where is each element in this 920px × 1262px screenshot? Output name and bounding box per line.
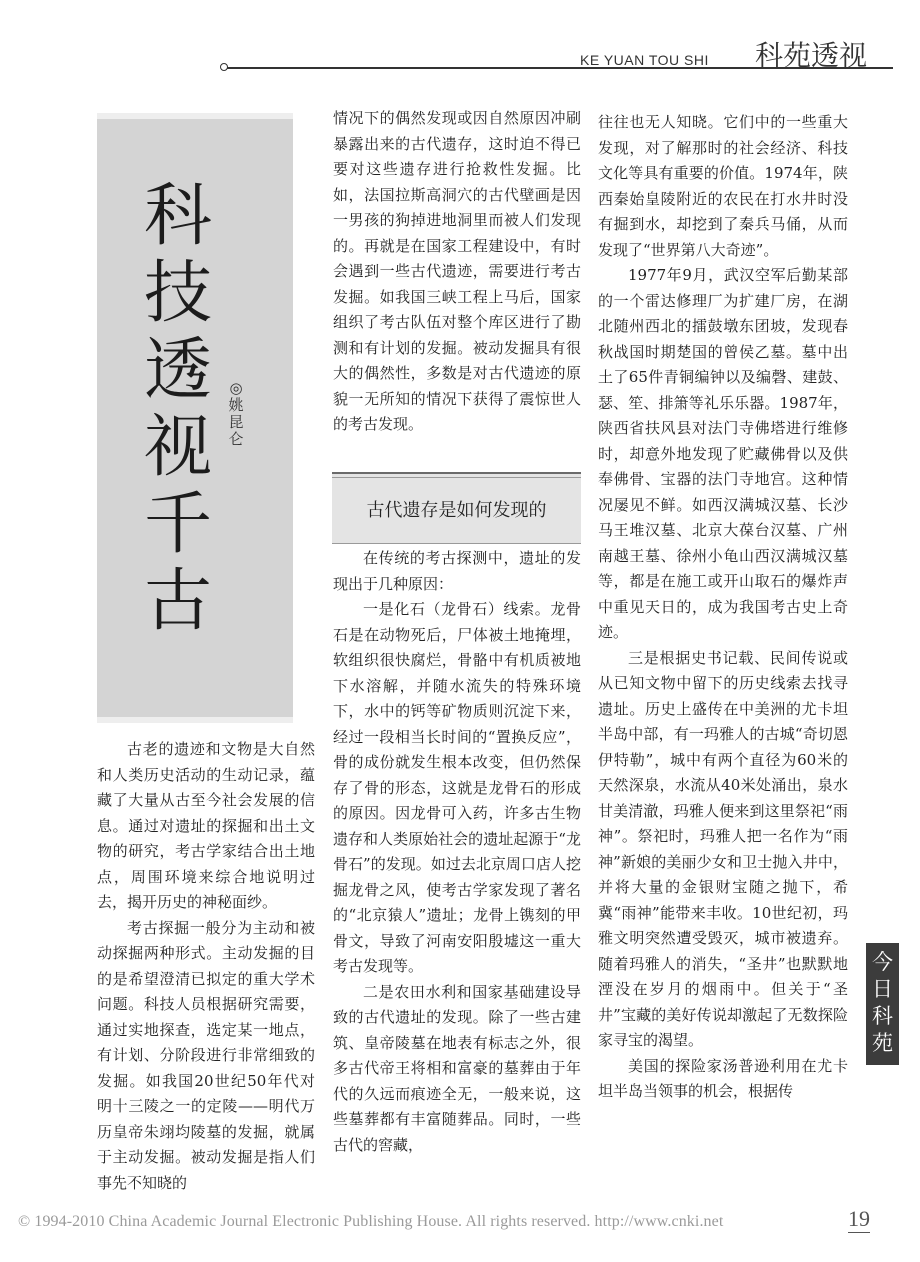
- side-section-tab: [866, 943, 899, 1065]
- copyright-footer: © 1994-2010 China Academic Journal Electronic Publishing House. All rights reserved. http://www.cnki.net: [18, 1213, 724, 1230]
- title-char: 视: [143, 408, 212, 487]
- author-char: ◎: [229, 379, 243, 397]
- side-tab-char: 日: [872, 977, 893, 1001]
- body-column-1: [97, 737, 315, 1196]
- subheading: 古代遗存是如何发现的: [366, 500, 547, 521]
- header-rule-dot: [220, 63, 228, 71]
- section-name-chinese: 科苑透视: [755, 39, 868, 72]
- paragraph: 考古探掘一般分为主动和被动探掘两种形式。主动发掘的目的是希望澄清已拟定的重大学术问题。科技人员根据研究需要，通过实地探查，选定某一地点，有计划、分阶段进行非常细致的发掘。如我国20世纪50年代对明十三陵之一的定陵——明代万历皇帝朱翊均陵墓的发掘，就属于主动发掘。被动发掘是指人们事先不知晓的: [97, 918, 315, 1192]
- title-char: 透: [143, 331, 212, 410]
- paragraph: 美国的探险家汤普逊利用在尤卡坦半岛当领事的机会，根据传: [598, 1056, 848, 1100]
- paragraph: 情况下的偶然发现或因自然原因冲刷暴露出来的古代遗存，这时迫不得已要对这些遗存进行抢救性发掘。比如，法国拉斯高洞穴的古代壁画是因一男孩的狗掉进地洞里而被人们发现的。再就是在国家工程建设中，有时会遇到一些古代遗迹，需要进行考古发掘。如我国三峡工程上马后，国家组织了考古队伍对整个库区进行了勘测和有计划的发掘。被动发掘具有很大的偶然性，多数是对古代遗迹的原貌一无所知的情况下获得了震惊世人的考古发现。: [333, 109, 581, 433]
- article-title: [138, 178, 218, 640]
- body-column-2-top: [333, 106, 581, 438]
- title-char: 科: [143, 177, 212, 256]
- paragraph: 在传统的考古探测中，遗址的发现出于几种原因：: [333, 549, 581, 593]
- side-tab-char: 科: [872, 1004, 893, 1028]
- paragraph: 往往也无人知晓。它们中的一些重大发现，对了解那时的社会经济、科技文化等具有重要的价值。1974年，陕西秦始皇陵附近的农民在打水井时没有掘到水，却挖到了秦兵马俑，从而发现了“世界第八大奇迹”。: [598, 113, 848, 259]
- subheading-box: [332, 472, 581, 544]
- body-column-3: [598, 110, 848, 1105]
- author-char: 姚: [228, 396, 244, 414]
- side-tab-char: 苑: [872, 1031, 893, 1055]
- paragraph: 二是农田水利和国家基础建设导致的古代遗址的发现。除了一些古建筑、皇帝陵墓在地表有标志之外，很多古代帝王将相和富豪的墓葬由于年代的久远而痕迹全无，一般来说，这些墓葬都有丰富随葬品。同时，一些古代的窖藏，: [333, 982, 581, 1154]
- paragraph: 古老的遗迹和文物是大自然和人类历史活动的生动记录，蕴藏了大量从古至今社会发展的信息。通过对遗址的探掘和出土文物的研究，考古学家结合出土地点，周围环境来综合地说明过去，揭开历史的神秘面纱。: [97, 740, 315, 911]
- title-char: 技: [143, 254, 212, 333]
- page-number: 19: [848, 1206, 870, 1231]
- body-column-2-bottom: [333, 546, 581, 1158]
- section-name-english: KE YUAN TOU SHI: [580, 52, 709, 68]
- title-char: 古: [143, 562, 212, 641]
- title-char: 千: [143, 485, 212, 564]
- paragraph: 1977年9月，武汉空军后勤某部的一个雷达修理厂为扩建厂房，在湖北随州西北的擂鼓墩东团坡，发现春秋战国时期楚国的曾侯乙墓。墓中出土了65件青铜编钟以及编磬、建鼓、瑟、笙、排箫等礼乐乐器。1987年，陕西省扶风县对法门寺佛塔进行维修时，却意外地发现了贮藏佛骨以及供奉佛骨、宝器的法门寺地宫。这种情况屡见不鲜。如西汉满城汉墓、长沙马王堆汉墓、北京大葆台汉墓、广州南越王墓、徐州小龟山西汉满城汉墓等，都是在施工或开山取石的爆炸声中重见天日的，成为我国考古史上奇迹。: [598, 266, 848, 641]
- author-char: 昆: [228, 413, 244, 431]
- paragraph: 三是根据史书记载、民间传说或从已知文物中留下的历史线索去找寻遗址。历史上盛传在中美洲的尤卡坦半岛中部，有一玛雅人的古城“奇切恩伊特勒”，城中有两个直径为60米的天然深泉，水流从40米处涌出，泉水甘美清澈，玛雅人便来到这里祭祀“雨神”。祭祀时，玛雅人把一名作为“雨神”新娘的美丽少女和卫士抛入井中，并将大量的金银财宝随之抛下，希冀“雨神”能带来丰收。10世纪初，玛雅文明突然遭受毁灭，城市被遗弃。随着玛雅人的消失，“圣井”也默默地湮没在岁月的烟雨中。但关于“圣井”宝藏的美好传说却激起了无数探险家寻宝的渴望。: [598, 648, 848, 1049]
- author-byline: [226, 380, 246, 448]
- paragraph: 一是化石（龙骨石）线索。龙骨石是在动物死后，尸体被土地掩埋，软组织很快腐烂，骨骼中有机质被地下水溶解，并随水流失的特殊环境下，水中的钙等矿物质则沉淀下来，经过一段相当长时间的“置换反应”，骨的成份就发生根本改变，但仍然保存了骨的形态，这就是龙骨石的形成的原因。因龙骨可入药，许多古生物遗存和人类原始社会的遗址起源于“龙骨石”的发现。如过去北京周口店人挖掘龙骨之风，使考古学家发现了著名的“北京猿人”遗址；龙骨上镌刻的甲骨文，导致了河南安阳殷墟这一重大考古发现等。: [333, 600, 581, 975]
- side-tab-char: 今: [872, 950, 893, 974]
- author-char: 仑: [228, 430, 244, 448]
